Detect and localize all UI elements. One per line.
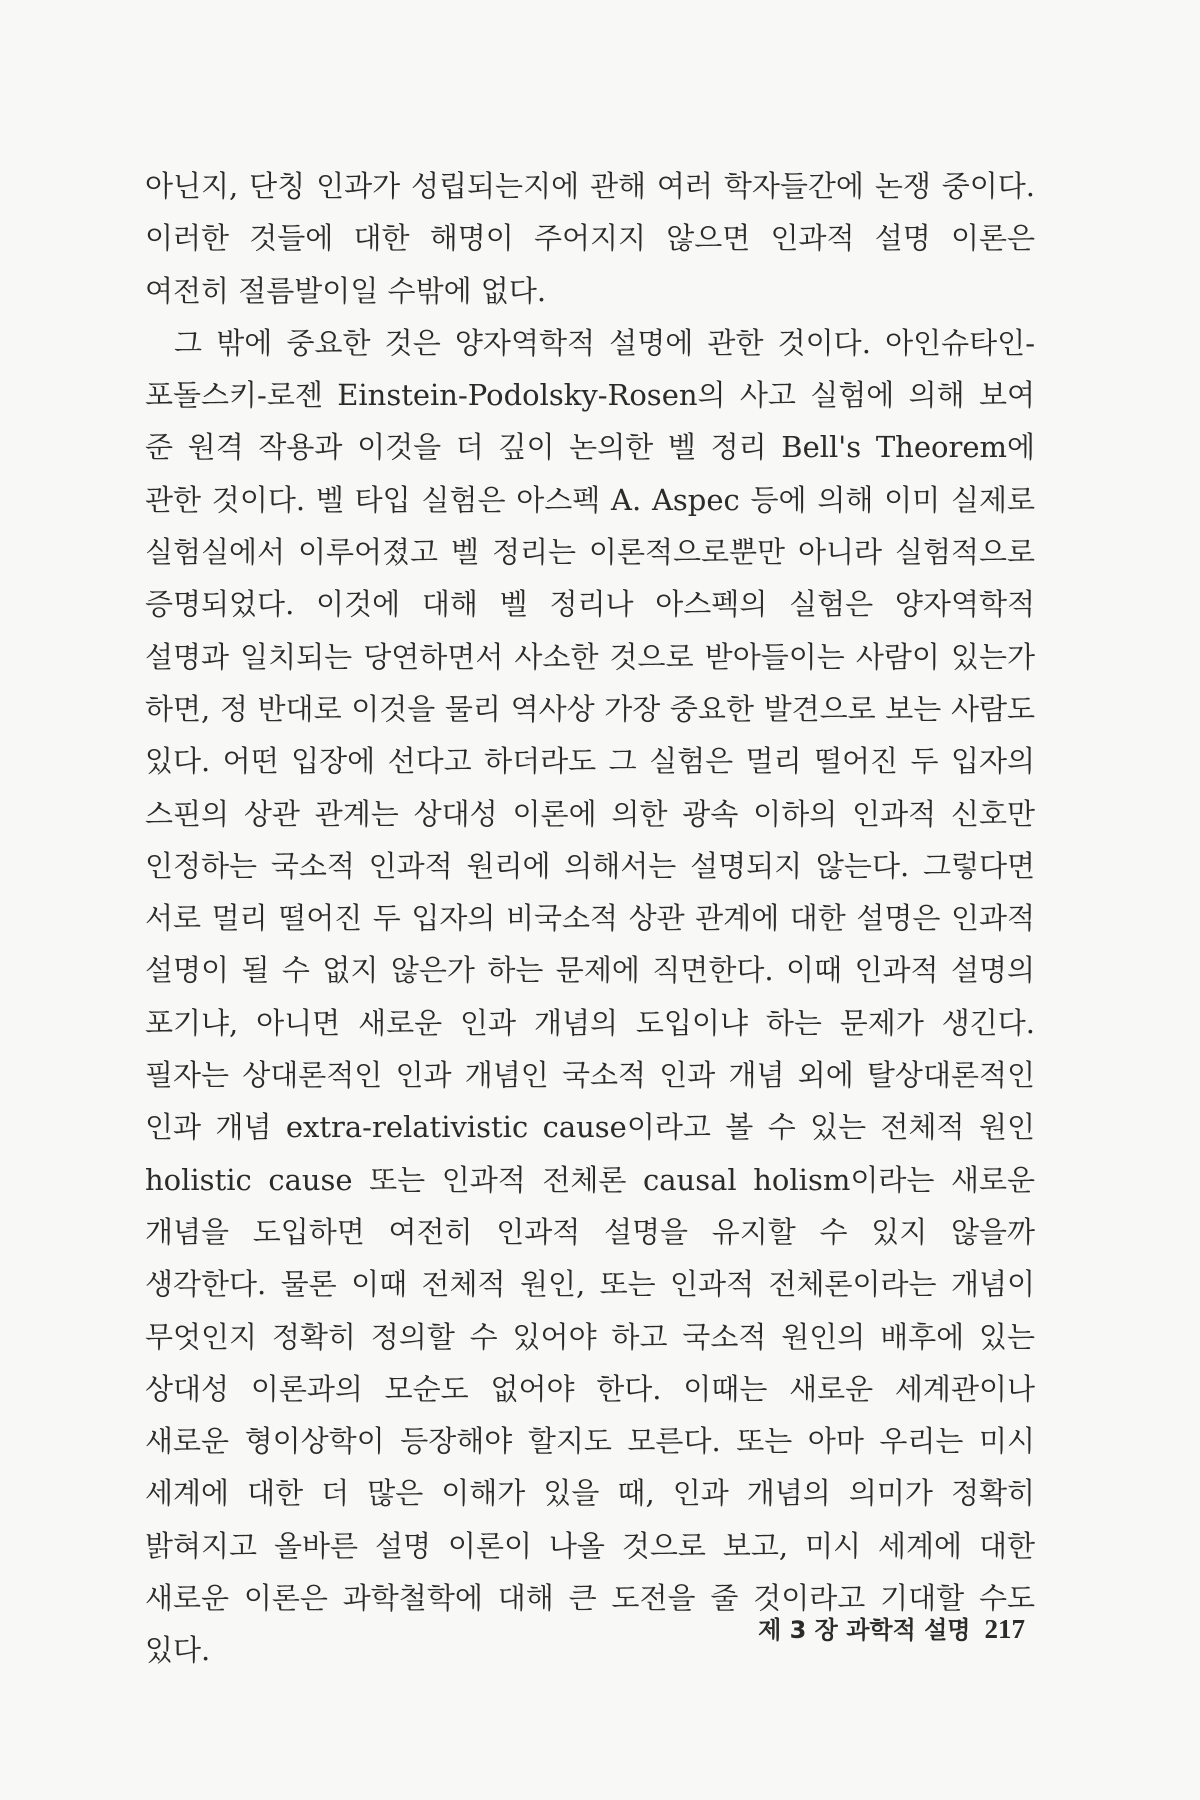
paragraph-continuation: 아닌지, 단칭 인과가 성립되는지에 관해 여러 학자들간에 논쟁 중이다. 이러한 것들에 대한 해명이 주어지지 않으면 인과적 설명 이론은 여전히 절름발이일 수밖에 없다. xyxy=(145,169,1035,308)
body-text xyxy=(145,160,1035,1677)
paragraph-quantum-explanation: 그 밖에 중요한 것은 양자역학적 설명에 관한 것이다. 아인슈타인-포돌스키-로젠 Einstein-Podolsky-Rosen의 사고 실험에 의해 보여 준 원격 작용과 이것을 더 깊이 논의한 벨 정리 Bell's Theorem에 관한 것이다. 벨 타입 실험은 아스펙 A. Aspec 등에 의해 이미 실제로 실험실에서 이루어졌고 벨 정리는 이론적으로뿐만 아니라 실험적으로 증명되었다. 이것에 대해 벨 정리나 아스펙의 실험은 양자역학적 설명과 일치되는 당연하면서 사소한 것으로 받아들이는 사람이 있는가 하면, 정 반대로 이것을 물리 역사상 가장 중요한 발견으로 보는 사람도 있다. 어떤 입장에 선다고 하더라도 그 실험은 멀리 떨어진 두 입자의 스핀의 상관 관계는 상대성 이론에 의한 광속 이하의 인과적 신호만 인정하는 국소적 인과적 원리에 의해서는 설명되지 않는다. 그렇다면 서로 멀리 떨어진 두 입자의 비국소적 상관 관계에 대한 설명은 인과적 설명이 될 수 없지 않은가 하는 문제에 직면한다. 이때 인과적 설명의 포기냐, 아니면 새로운 인과 개념의 도입이냐 하는 문제가 생긴다. 필자는 상대론적인 인과 개념인 국소적 인과 개념 외에 탈상대론적인 인과 개념 extra-relativistic cause이라고 볼 수 있는 전체적 원인 holistic cause 또는 인과적 전체론 causal holism이라는 새로운 개념을 도입하면 여전히 인과적 설명을 유지할 수 있지 않을까 생각한다. 물론 이때 전체적 원인, 또는 인과적 전체론이라는 개념이 무엇인지 정확히 정의할 수 있어야 하고 국소적 원인의 배후에 있는 상대성 이론과의 모순도 없어야 한다. 이때는 새로운 세계관이나 새로운 형이상학이 등장해야 할지도 모른다. 또는 아마 우리는 미시 세계에 대한 더 많은 이해가 있을 때, 인과 개념의 의미가 정확히 밝혀지고 올바른 설명 이론이 나올 것으로 보고, 미시 세계에 대한 새로운 이론은 과학철학에 대해 큰 도전을 줄 것이라고 기대할 수도 있다. xyxy=(145,325,1035,1668)
page-footer xyxy=(758,1610,1025,1645)
page-number: 217 xyxy=(984,1614,1025,1644)
chapter-title: 제 3 장 과학적 설명 xyxy=(758,1616,971,1644)
